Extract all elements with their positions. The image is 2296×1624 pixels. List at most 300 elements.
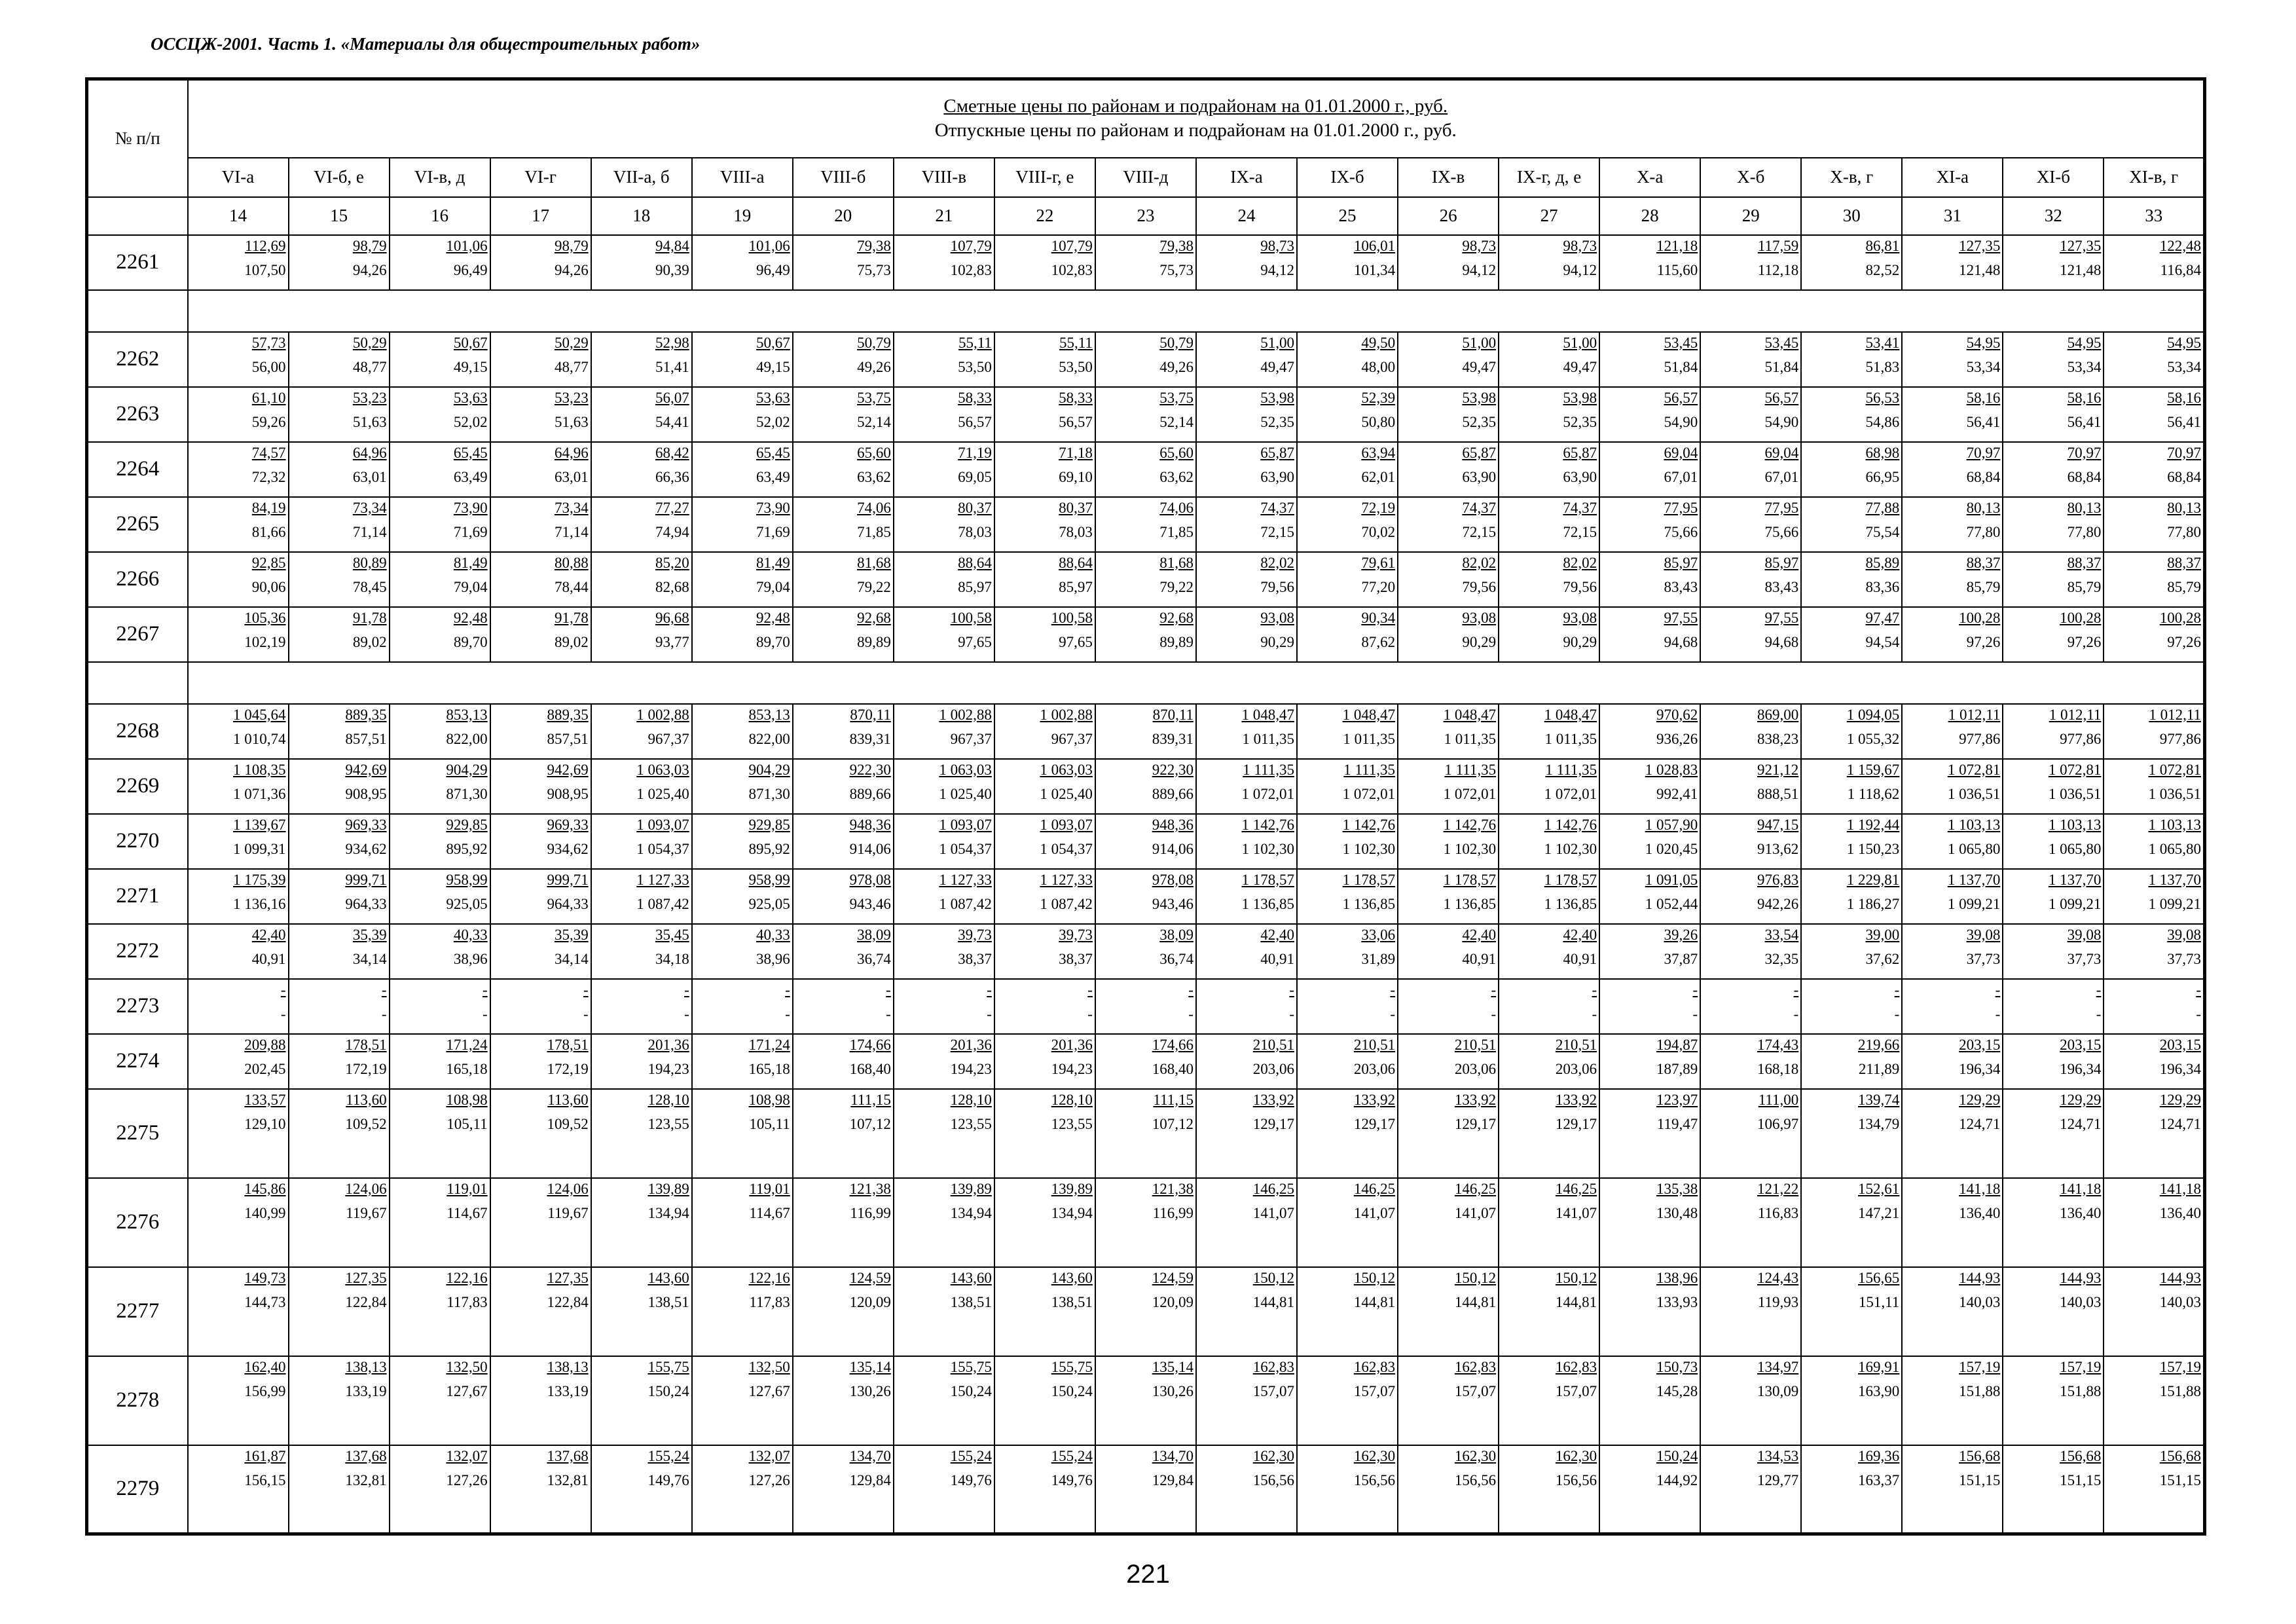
estimated-price: 39,26 <box>1664 926 1698 943</box>
row-number: 2270 <box>87 814 188 869</box>
release-price: 1 025,40 <box>1040 785 1093 802</box>
release-price: 79,56 <box>1462 578 1497 595</box>
estimated-price: 1 093,07 <box>1040 816 1093 833</box>
row-number: 2278 <box>87 1356 188 1445</box>
estimated-price: 947,15 <box>1757 816 1799 833</box>
release-price: 121,48 <box>1959 261 2001 278</box>
price-cell <box>2104 1356 2204 1445</box>
estimated-price: 1 111,35 <box>1243 761 1295 778</box>
price-cell <box>1196 704 1297 759</box>
estimated-price: 162,30 <box>1454 1447 1497 1464</box>
estimated-price: 203,15 <box>2060 1036 2102 1053</box>
price-cell <box>1700 607 1801 662</box>
release-price: 124,71 <box>2159 1115 2201 1132</box>
estimated-price: 178,51 <box>547 1036 589 1053</box>
price-cell <box>188 1356 289 1445</box>
table-row <box>87 497 2205 552</box>
price-header <box>188 79 2205 158</box>
release-price: 51,83 <box>1865 358 1900 375</box>
release-price: 134,94 <box>950 1204 992 1221</box>
estimated-price: 149,73 <box>244 1269 286 1286</box>
estimated-price: 127,35 <box>547 1269 589 1286</box>
release-price: 49,26 <box>857 358 891 375</box>
estimated-price: - <box>1793 981 1799 998</box>
estimated-price: 121,18 <box>1656 237 1698 254</box>
price-cell <box>591 1356 692 1445</box>
release-price: 1 087,42 <box>1040 895 1093 912</box>
column-number: 15 <box>289 197 390 235</box>
release-price: 1 136,85 <box>1342 895 1396 912</box>
release-price: 1 065,80 <box>2148 840 2201 857</box>
release-price: 822,00 <box>748 730 790 747</box>
estimated-price: 49,50 <box>1361 334 1396 351</box>
release-price: - <box>482 1005 488 1022</box>
release-price: - <box>684 1005 689 1022</box>
estimated-price: 40,33 <box>756 926 790 943</box>
estimated-price: 1 063,03 <box>1040 761 1093 778</box>
estimated-price: 1 229,81 <box>1846 871 1900 888</box>
price-cell <box>1398 387 1499 442</box>
estimated-price: 113,60 <box>547 1091 589 1108</box>
column-number: 19 <box>692 197 793 235</box>
estimated-price: 63,94 <box>1361 444 1396 461</box>
estimated-price: 127,35 <box>1959 237 2001 254</box>
release-price: 120,09 <box>1152 1293 1194 1310</box>
estimated-price: 162,83 <box>1252 1358 1295 1375</box>
release-price: 134,94 <box>647 1204 689 1221</box>
price-cell <box>289 1178 390 1267</box>
price-cell <box>1095 759 1196 814</box>
release-price: - <box>1087 1005 1093 1022</box>
estimated-price: 65,87 <box>1462 444 1497 461</box>
column-number: 24 <box>1196 197 1297 235</box>
release-price: 94,12 <box>1260 261 1295 278</box>
release-price: 40,91 <box>1563 950 1597 967</box>
price-cell <box>894 387 994 442</box>
price-cell <box>1398 979 1499 1034</box>
price-table <box>85 77 2206 1536</box>
price-cell <box>1095 1034 1196 1089</box>
estimated-price: 79,38 <box>1159 237 1194 254</box>
estimated-price: 1 111,35 <box>1545 761 1597 778</box>
release-price: 37,73 <box>1966 950 2001 967</box>
release-price: 129,17 <box>1555 1115 1597 1132</box>
price-cell <box>793 814 894 869</box>
release-price: 149,76 <box>950 1471 992 1488</box>
release-price: 71,69 <box>453 523 488 540</box>
estimated-price: 1 093,07 <box>939 816 992 833</box>
estimated-price: 169,36 <box>1858 1447 1900 1464</box>
blank-row <box>87 290 2205 332</box>
blank-row <box>87 662 2205 704</box>
price-cell <box>1599 607 1700 662</box>
estimated-price: 141,18 <box>2060 1180 2102 1197</box>
release-price: 107,50 <box>244 261 286 278</box>
price-cell <box>994 924 1095 979</box>
price-cell <box>289 497 390 552</box>
estimated-price: 107,79 <box>1051 237 1093 254</box>
release-price: 156,56 <box>1555 1471 1597 1488</box>
release-price: 78,45 <box>352 578 387 595</box>
release-price: 1 065,80 <box>2048 840 2102 857</box>
price-cell <box>188 1089 289 1178</box>
price-cell <box>390 1178 490 1267</box>
estimated-price: 98,73 <box>1462 237 1497 254</box>
release-price: 157,07 <box>1353 1382 1396 1399</box>
release-price: 85,97 <box>958 578 992 595</box>
release-price: 147,21 <box>1858 1204 1900 1221</box>
estimated-price: 999,71 <box>547 871 589 888</box>
price-cell <box>1700 1445 1801 1534</box>
release-price: 144,81 <box>1454 1293 1497 1310</box>
release-price: 49,47 <box>1260 358 1295 375</box>
estimated-price: 138,13 <box>345 1358 387 1375</box>
estimated-price: 1 137,70 <box>2148 871 2201 888</box>
table-row <box>87 924 2205 979</box>
row-number: 2268 <box>87 704 188 759</box>
estimated-price: 144,93 <box>2159 1269 2201 1286</box>
price-cell <box>1801 1178 1902 1267</box>
price-cell <box>1599 979 1700 1034</box>
release-price: 63,90 <box>1462 468 1497 485</box>
price-cell <box>1297 1445 1398 1534</box>
price-cell <box>1499 1034 1599 1089</box>
release-price: 822,00 <box>446 730 488 747</box>
release-price: 68,84 <box>2167 468 2201 485</box>
estimated-price: 1 057,90 <box>1645 816 1698 833</box>
price-cell <box>994 332 1095 387</box>
price-cell <box>1196 332 1297 387</box>
price-cell <box>1499 814 1599 869</box>
table-row <box>87 387 2205 442</box>
price-cell <box>1599 759 1700 814</box>
estimated-price: 117,59 <box>1757 237 1799 254</box>
price-cell <box>1297 924 1398 979</box>
price-cell <box>591 704 692 759</box>
column-number: 18 <box>591 197 692 235</box>
estimated-price: 80,37 <box>958 499 992 516</box>
price-cell <box>591 332 692 387</box>
price-cell <box>1801 759 1902 814</box>
price-cell <box>894 924 994 979</box>
estimated-price: 144,93 <box>1959 1269 2001 1286</box>
release-price: 72,15 <box>1260 523 1295 540</box>
estimated-price: 143,60 <box>950 1269 992 1286</box>
estimated-price: 35,39 <box>554 926 589 943</box>
estimated-price: 174,66 <box>849 1036 891 1053</box>
release-price: 56,57 <box>958 413 992 430</box>
price-cell <box>994 552 1095 607</box>
estimated-price: 80,13 <box>2167 499 2201 516</box>
price-cell <box>2003 1034 2104 1089</box>
release-price: 53,34 <box>1966 358 2001 375</box>
release-price: 40,91 <box>251 950 286 967</box>
column-number: 32 <box>2003 197 2104 235</box>
area-header: VI-в, д <box>390 158 490 197</box>
price-cell <box>1902 1034 2003 1089</box>
price-cell <box>2104 759 2204 814</box>
price-cell <box>1095 607 1196 662</box>
estimated-price: 948,36 <box>1152 816 1194 833</box>
area-header: VIII-д <box>1095 158 1196 197</box>
release-price: 144,73 <box>244 1293 286 1310</box>
estimated-price: 40,33 <box>453 926 488 943</box>
price-cell <box>490 1445 591 1534</box>
area-header: XI-а <box>1902 158 2003 197</box>
price-cell <box>2104 235 2204 290</box>
area-header: IX-в <box>1398 158 1499 197</box>
release-price: 56,41 <box>2167 413 2201 430</box>
estimated-price: 156,68 <box>2060 1447 2102 1464</box>
release-price: 943,46 <box>849 895 891 912</box>
estimated-price: 141,18 <box>1959 1180 2001 1197</box>
price-cell <box>692 1089 793 1178</box>
estimated-price: 92,68 <box>857 609 891 626</box>
release-price: 89,89 <box>857 633 891 650</box>
price-cell <box>2104 704 2204 759</box>
estimated-price: 54,95 <box>2067 334 2102 351</box>
release-price: 101,34 <box>1353 261 1396 278</box>
estimated-price: - <box>2196 981 2201 998</box>
release-price: 107,12 <box>1152 1115 1194 1132</box>
price-cell <box>692 1356 793 1445</box>
price-cell <box>1499 869 1599 924</box>
estimated-price: 121,38 <box>849 1180 891 1197</box>
release-price: 81,66 <box>251 523 286 540</box>
estimated-price: 56,57 <box>1664 389 1698 406</box>
estimated-price: 84,19 <box>251 499 286 516</box>
estimated-price: - <box>987 981 992 998</box>
estimated-price: 129,29 <box>2060 1091 2102 1108</box>
release-price: 133,19 <box>345 1382 387 1399</box>
estimated-price: 134,97 <box>1757 1358 1799 1375</box>
release-price: 914,06 <box>1152 840 1194 857</box>
price-cell <box>1902 869 2003 924</box>
estimated-price: 904,29 <box>446 761 488 778</box>
estimated-price: 98,73 <box>1260 237 1295 254</box>
price-cell <box>1095 552 1196 607</box>
release-price: 134,94 <box>1051 1204 1093 1221</box>
release-price: 77,80 <box>2167 523 2201 540</box>
estimated-price: 88,37 <box>2167 554 2201 571</box>
price-cell <box>1095 442 1196 497</box>
release-price: 82,52 <box>1865 261 1900 278</box>
estimated-price: 57,73 <box>251 334 286 351</box>
release-price: 132,81 <box>345 1471 387 1488</box>
estimated-price: 139,89 <box>950 1180 992 1197</box>
estimated-price: 157,19 <box>1959 1358 2001 1375</box>
estimated-price: 137,68 <box>345 1447 387 1464</box>
estimated-price: 976,83 <box>1757 871 1799 888</box>
estimated-price: 138,96 <box>1656 1269 1698 1286</box>
release-price: 127,67 <box>748 1382 790 1399</box>
price-cell <box>894 1178 994 1267</box>
price-cell <box>894 759 994 814</box>
estimated-price: 74,37 <box>1260 499 1295 516</box>
price-cell <box>1499 1445 1599 1534</box>
release-price: 123,55 <box>647 1115 689 1132</box>
price-cell <box>994 497 1095 552</box>
release-price: 79,04 <box>756 578 790 595</box>
estimated-price: 133,92 <box>1454 1091 1497 1108</box>
estimated-price: 156,68 <box>2159 1447 2201 1464</box>
release-price: 127,26 <box>446 1471 488 1488</box>
release-price: 1 054,37 <box>939 840 992 857</box>
estimated-price: 39,08 <box>2067 926 2102 943</box>
release-price: 75,54 <box>1865 523 1900 540</box>
release-price: 202,45 <box>244 1060 286 1077</box>
price-cell <box>591 552 692 607</box>
price-cell <box>1499 759 1599 814</box>
price-cell <box>2003 759 2104 814</box>
release-price: 75,66 <box>1764 523 1799 540</box>
area-header: IX-б <box>1297 158 1398 197</box>
release-price: 68,84 <box>2067 468 2102 485</box>
price-cell <box>994 1445 1095 1534</box>
price-cell <box>289 704 390 759</box>
release-price: 82,68 <box>655 578 689 595</box>
price-cell <box>490 1089 591 1178</box>
estimated-price: - <box>1289 981 1295 998</box>
price-cell <box>2104 387 2204 442</box>
estimated-price: 1 063,03 <box>636 761 689 778</box>
release-price: 90,29 <box>1260 633 1295 650</box>
release-price: 129,84 <box>849 1471 891 1488</box>
price-cell <box>289 442 390 497</box>
release-price: 96,49 <box>756 261 790 278</box>
release-price: 150,24 <box>647 1382 689 1399</box>
price-cell <box>793 704 894 759</box>
release-price: 75,73 <box>857 261 891 278</box>
price-cell <box>1297 704 1398 759</box>
price-cell <box>591 1267 692 1356</box>
price-cell <box>490 332 591 387</box>
release-price: 1 025,40 <box>636 785 689 802</box>
release-price: 93,77 <box>655 633 689 650</box>
estimated-price: 113,60 <box>346 1091 387 1108</box>
price-cell <box>1599 869 1700 924</box>
price-cell <box>1499 332 1599 387</box>
release-price: 67,01 <box>1764 468 1799 485</box>
price-cell <box>1902 387 2003 442</box>
price-cell <box>793 387 894 442</box>
price-cell <box>894 552 994 607</box>
estimated-price: 58,16 <box>2167 389 2201 406</box>
estimated-price: 970,62 <box>1656 706 1698 723</box>
release-price: 130,09 <box>1757 1382 1799 1399</box>
estimated-price: 73,90 <box>453 499 488 516</box>
price-cell <box>2104 607 2204 662</box>
estimated-price: 52,39 <box>1361 389 1396 406</box>
release-price: 992,41 <box>1656 785 1698 802</box>
estimated-price: 121,38 <box>1152 1180 1194 1197</box>
estimated-price: 1 139,67 <box>233 816 286 833</box>
estimated-price: 79,61 <box>1361 554 1396 571</box>
price-cell <box>692 552 793 607</box>
estimated-price: 100,28 <box>2060 609 2102 626</box>
price-cell <box>1398 759 1499 814</box>
release-price: 140,03 <box>1959 1293 2001 1310</box>
release-price: 49,47 <box>1563 358 1597 375</box>
release-price: 1 055,32 <box>1846 730 1900 747</box>
estimated-price: 1 048,47 <box>1241 706 1295 723</box>
release-price: 1 072,01 <box>1544 785 1597 802</box>
price-cell <box>289 235 390 290</box>
estimated-price: 92,48 <box>453 609 488 626</box>
estimated-price: 178,51 <box>345 1036 387 1053</box>
release-price: 908,95 <box>547 785 589 802</box>
release-price: 63,90 <box>1563 468 1597 485</box>
table-row <box>87 1178 2205 1267</box>
release-price: 138,51 <box>647 1293 689 1310</box>
release-price: 1 186,27 <box>1846 895 1900 912</box>
estimated-price: 81,68 <box>1159 554 1194 571</box>
price-cell <box>894 704 994 759</box>
price-cell <box>1398 1445 1499 1534</box>
estimated-price: 124,43 <box>1757 1269 1799 1286</box>
release-price: 129,84 <box>1152 1471 1194 1488</box>
price-cell <box>188 1178 289 1267</box>
column-number: 26 <box>1398 197 1499 235</box>
estimated-price-header: Сметные цены по районам и подрайонам на 01.01.2000 г., руб. <box>943 96 1448 117</box>
release-price: 145,28 <box>1656 1382 1698 1399</box>
release-price: 94,26 <box>352 261 387 278</box>
release-price: 1 099,31 <box>233 840 286 857</box>
estimated-price: 146,25 <box>1555 1180 1597 1197</box>
estimated-price: 1 048,47 <box>1443 706 1497 723</box>
price-cell <box>1599 1034 1700 1089</box>
release-price: 203,06 <box>1353 1060 1396 1077</box>
estimated-price: 1 002,88 <box>636 706 689 723</box>
release-price: 156,99 <box>244 1382 286 1399</box>
column-number: 14 <box>188 197 289 235</box>
table-row <box>87 704 2205 759</box>
release-price: 97,26 <box>2067 633 2102 650</box>
estimated-price: 65,87 <box>1563 444 1597 461</box>
price-cell <box>2104 442 2204 497</box>
release-price: 48,00 <box>1361 358 1396 375</box>
price-cell <box>894 1445 994 1534</box>
estimated-price: 70,97 <box>2067 444 2102 461</box>
price-cell <box>793 235 894 290</box>
estimated-price: 948,36 <box>849 816 891 833</box>
estimated-price: 70,97 <box>1966 444 2001 461</box>
price-cell <box>793 442 894 497</box>
release-price: 32,35 <box>1764 950 1799 967</box>
price-cell <box>1499 1178 1599 1267</box>
estimated-price: 1 178,57 <box>1241 871 1295 888</box>
row-number: 2261 <box>87 235 188 290</box>
price-cell <box>1095 869 1196 924</box>
release-price: 130,48 <box>1656 1204 1698 1221</box>
release-price: 94,68 <box>1764 633 1799 650</box>
price-cell <box>1499 497 1599 552</box>
estimated-price: 108,98 <box>446 1091 488 1108</box>
release-price: 97,26 <box>1966 633 2001 650</box>
estimated-price: 52,98 <box>655 334 689 351</box>
price-cell <box>289 607 390 662</box>
release-price: 838,23 <box>1757 730 1799 747</box>
estimated-price: 152,61 <box>1858 1180 1900 1197</box>
price-cell <box>390 759 490 814</box>
price-cell <box>591 1178 692 1267</box>
price-cell <box>1196 235 1297 290</box>
release-price: 140,03 <box>2159 1293 2201 1310</box>
release-price: 67,01 <box>1664 468 1698 485</box>
release-price: 37,87 <box>1664 950 1698 967</box>
estimated-price: 98,73 <box>1563 237 1597 254</box>
estimated-price: - <box>1894 981 1900 998</box>
